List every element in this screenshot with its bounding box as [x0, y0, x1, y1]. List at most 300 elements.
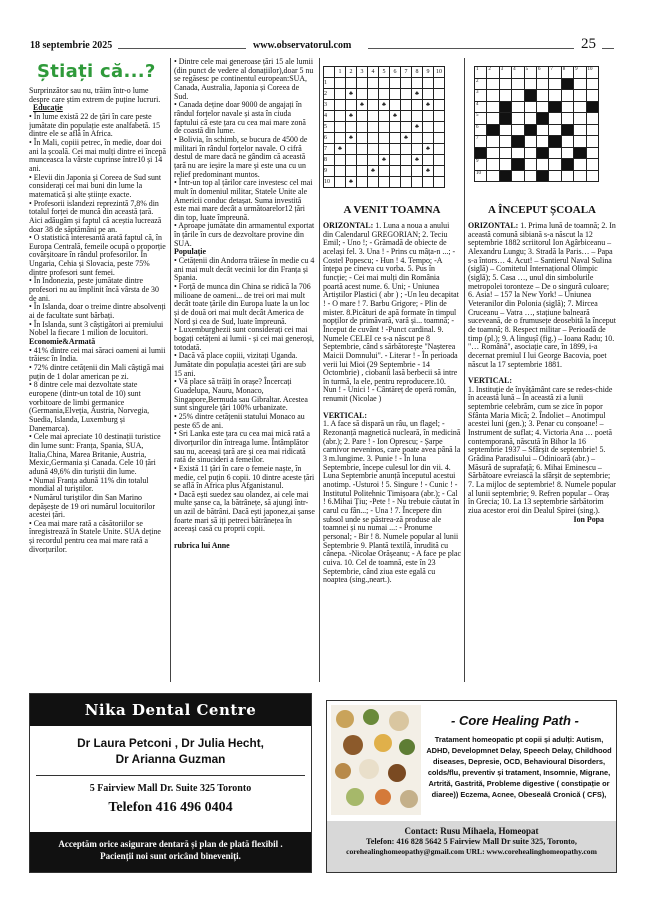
grid-cell[interactable] — [487, 78, 499, 90]
herbs-image — [331, 705, 421, 815]
crossword-grid-toamna — [323, 66, 445, 188]
grid-col-number: 3 — [357, 67, 368, 78]
grid-cell[interactable] — [536, 78, 548, 90]
fact-item: • Dintre cele mai generoase țări 15 ale lumii (din punct de vedere al donațiilor),doar 5 nu se regăsesc pe continentul european:SUA, Canada, Australia, Japonia și Coreea de Sud. — [174, 58, 314, 101]
grid-cell[interactable] — [536, 124, 548, 136]
grid-cell[interactable] — [512, 113, 524, 125]
grid-cell[interactable]: 5 — [475, 113, 487, 125]
fact-item: • Aproape jumătate din armamentul exportat în țările în curs de dezvoltare provine din SUA. — [174, 221, 315, 248]
grid-cell[interactable] — [357, 166, 368, 177]
clues-heading-vertical: VERTICAL: — [468, 376, 513, 386]
clues-orizontal: 1. Prima lună de toamnă; 2. În această comună sibiană s-a născut la 12 septembrie 1882 scriitorul Ion Agârbiceanu – Alexandru Lungu; 3. Stradă la Paris… – Papa s-a întors… 4. Acut! – Santierul Naval Sulina (siglă) – Comitetul Internațional Olimpic (siglă); 5. Casa …, unul din simbolurile metropolei toronteze – De o singură culoare; 6. Asia! – 157 la New York! – Uniunea Veteranilor din Polonia (siglă); 7. Mircea Cruceanu – Vatra …, stațiune balneară suceveană, de o frumusețe deosebită la început de toamnă; 8. Respect militar – Perioadă de timp (pl.); 9. A lingușî (fig.) – Ioana Radu; 10. "… Română", asociație care, în 1899, i-a decernat premiul I lui George Bacovia, poet născut la 17 septembrie 1881. — [468, 222, 616, 369]
fact-item: • Bolivia, în schimb, se bucura de 4500 de militari în rândul forțelor navale. O cifră destul de mare dacă ne gândim că această țară nu are ieșire la mare și este una cu un relief predominant muntos. — [174, 134, 308, 179]
grid-cell[interactable]: ♣ — [346, 133, 357, 144]
ad-dental-phone[interactable]: Telefon 416 496 0404 — [108, 800, 233, 815]
clues-heading-orizontal: ORIZONTAL: — [323, 222, 374, 230]
grid-cell[interactable] — [357, 144, 368, 155]
grid-cell[interactable] — [574, 124, 586, 136]
grid-cell[interactable] — [379, 89, 390, 100]
grid-cell[interactable] — [574, 90, 586, 102]
clues-vertical: 1. A face să dispară un râu, un flagel; -Rezonanță magnetică nucleară, în medicină (abr.); 2. Pare ! - Ion Oprescu; - Șarpe carnivor neveninos, care poate avea până la 3 m.lungime. 3. Punie ! - În luna Septembrie, începe culesul lor din vii. 4. Luna Septembrie anunță începutul acestui anotimp. -Usturoi ! 5. Singure ! - Cunic ! - Institutul Politehnic Timișoara (abr.); - Cal ! 6.Mihai Țiu; -Pete ! - Nu trebuie căutat în carul cu fân...; - Una ! 7. Începere din subsol unde se păstrea-ză produse ale toamnei și nu numai ...: - Pronume personal; - Bir ! 8. Numele popular al lunii Septembrie 9. Plantă textilă, înrudită cu cânepa. -Nicolae Orășeanu; - A face pe plac cuiva. 10. Cel de toamnă, este în 23 Septembrie, când ziua este egală cu noaptea (sing.,neart.). — [323, 419, 461, 585]
grid-col-number: 5 — [379, 67, 390, 78]
grid-cell[interactable] — [561, 170, 573, 182]
grid-cell[interactable] — [401, 166, 412, 177]
grid-cell[interactable] — [401, 144, 412, 155]
clues-heading-vertical: VERTICAL: — [323, 410, 368, 420]
grid-cell[interactable]: ♣ — [335, 144, 346, 155]
fact-item: • 8 dintre cele mai dezvoltate state europene (dintr-un total de 10) sunt vorbitoare de limbi germanice (Germania,Elveția, Austria, Norvegia, Suedia, Islanda, Luxemburg și Danemarca). — [29, 380, 150, 433]
grid-cell[interactable] — [512, 78, 524, 90]
ad-core-healing[interactable] — [326, 700, 617, 873]
grid-cell[interactable] — [412, 144, 423, 155]
grid-cell[interactable] — [390, 89, 401, 100]
grid-black-cell — [561, 159, 573, 171]
grid-cell[interactable] — [357, 89, 368, 100]
grid-cell[interactable] — [357, 122, 368, 133]
grid-cell[interactable] — [368, 155, 379, 166]
grid-row-number: 4 — [324, 111, 335, 122]
grid-cell[interactable] — [536, 159, 548, 171]
grid-cell[interactable]: 2 — [475, 78, 487, 90]
grid-cell[interactable] — [499, 90, 511, 102]
grid-cell[interactable] — [335, 177, 346, 188]
grid-cell[interactable] — [346, 122, 357, 133]
clues-vertical: 1. Instituție de învățământ care se redes-chide în această lună – În această zi a lunii septembrie celebrăm, cum se zice în popor Sfânta Maria Mică; 2. Îndoliet – Anotimpul acestei luni (gen.); 3. Penar cu conșoane! – Instrument de suflat; 4. Victoria Ana … poetă contemporană, născută în Bihor la 16 septembrie 1937 – Sfârșit de septembrie! 5. Grădina Paradisului – Odinioară (abr.) – Măsură de suprafață; 6. Mihai Eminescu – Sărbătoare evreiască la sfârșit de septembrie; 7. La mijloc de septembrie! 8. Numele popular al lunii septembrie; 9. Refren popular – Oraș în Grecia; 10. La 13 septembrie sărbătorim ziua acestor eroi din Dealul Spirei (sing.). — [468, 384, 616, 515]
grid-cell[interactable] — [574, 113, 586, 125]
grid-black-cell — [499, 170, 511, 182]
fact-item: • În Islanda, doar o treime dintre absolvenți ai de facultate sunt bărbați. — [29, 302, 166, 321]
grid-cell[interactable] — [357, 155, 368, 166]
grid-cell[interactable] — [536, 90, 548, 102]
grid-cell[interactable]: ♣ — [357, 100, 368, 111]
grid-cell[interactable] — [524, 101, 536, 113]
clues-heading-orizontal: ORIZONTAL: — [468, 222, 519, 230]
grid-cell[interactable] — [401, 122, 412, 133]
grid-cell[interactable] — [487, 113, 499, 125]
grid-cell[interactable] — [536, 136, 548, 148]
grid-cell[interactable] — [487, 90, 499, 102]
grid-cell[interactable] — [512, 170, 524, 182]
grid-black-cell — [574, 147, 586, 159]
grid-cell[interactable] — [412, 177, 423, 188]
grid-cell[interactable] — [379, 144, 390, 155]
grid-cell[interactable] — [401, 177, 412, 188]
grid-cell[interactable] — [368, 122, 379, 133]
ad-dental-doctors — [30, 736, 311, 767]
grid-cell[interactable] — [379, 111, 390, 122]
grid-cell[interactable] — [401, 111, 412, 122]
crossword-title-scoala: A ÎNCEPUT ȘCOALA — [488, 204, 596, 216]
grid-cell[interactable] — [487, 159, 499, 171]
grid-cell[interactable] — [346, 166, 357, 177]
grid-cell[interactable] — [434, 111, 445, 122]
grid-cell[interactable] — [423, 177, 434, 188]
grid-col-number: 6 — [390, 67, 401, 78]
grid-cell[interactable] — [586, 159, 598, 171]
grid-cell[interactable] — [499, 159, 511, 171]
grid-cell[interactable]: 9 — [574, 67, 586, 79]
grid-cell[interactable]: 10 — [475, 170, 487, 182]
grid-row-number: 10 — [324, 177, 335, 188]
grid-cell[interactable]: 2 — [487, 67, 499, 79]
grid-cell[interactable] — [346, 78, 357, 89]
stiati-title: Știați că...? — [37, 61, 156, 82]
grid-col-number: 4 — [368, 67, 379, 78]
grid-cell[interactable] — [368, 100, 379, 111]
crossword-title-toamna: A VENIT TOAMNA — [343, 204, 441, 216]
grid-cell[interactable] — [524, 136, 536, 148]
grid-black-cell — [499, 113, 511, 125]
grid-cell[interactable] — [434, 78, 445, 89]
grid-cell[interactable] — [512, 147, 524, 159]
grid-cell[interactable] — [412, 111, 423, 122]
grid-cell[interactable]: ♣ — [379, 100, 390, 111]
fact-item: • Dacă vă place copiii, vizitați Uganda. Jumătate din populația acestei țări are sub 15 ani. — [174, 351, 306, 378]
ad-healing-contact — [327, 821, 616, 872]
fact-item: • Cele mai apreciate 10 destinații turistice din lume sunt: Franța, Spania, SUA, Italia,China, Marea Britanie, Austria, Mexic,Germania și Canada. Cele 10 țări adună 49,6% din turiștii din lume. — [29, 432, 161, 476]
grid-cell[interactable] — [423, 155, 434, 166]
grid-cell[interactable] — [335, 89, 346, 100]
fact-item: • Profesorii islandezi reprezintă 7,8% din totalul forței de muncă din această țară. Aici adăugăm și faptul că aceștia lucrează doar 38 de săptămâni pe an. — [29, 198, 162, 234]
grid-cell[interactable] — [549, 159, 561, 171]
section-heading-economie: Economie&Armată — [29, 337, 96, 347]
grid-cell[interactable] — [335, 133, 346, 144]
grid-corner-cell — [324, 67, 335, 78]
grid-cell[interactable] — [423, 78, 434, 89]
grid-cell[interactable]: 3 — [475, 90, 487, 102]
grid-cell[interactable]: 7 — [549, 67, 561, 79]
grid-cell[interactable] — [434, 144, 445, 155]
grid-black-cell — [536, 147, 548, 159]
grid-cell[interactable] — [390, 122, 401, 133]
section-heading-educatie: Educație — [33, 103, 63, 113]
contact-line: Contact: Rusu Mihaela, Homeopat — [404, 826, 539, 836]
column-divider — [170, 58, 171, 682]
grid-cell[interactable] — [335, 111, 346, 122]
grid-col-number: 1 — [335, 67, 346, 78]
column-divider — [319, 58, 320, 682]
fact-item: • O statistică interesantă arată faptul că, în Europa Centrală, femeile ocupă o proporție covârșitoare în rândul profesorilor. În Ungaria, Cehia și Slovacia, peste 75% dintre profesori sunt femei. — [29, 233, 166, 277]
fact-item: • Numai Franța adună 11% din totalul mondial al turiștilor. — [29, 475, 149, 494]
grid-black-cell — [536, 170, 548, 182]
site-url[interactable]: www.observatorul.com — [253, 40, 352, 51]
grid-cell[interactable] — [368, 78, 379, 89]
grid-cell[interactable] — [357, 78, 368, 89]
grid-cell[interactable] — [346, 100, 357, 111]
fact-item: • Canada deține doar 9000 de angajați în rândul forțelor navale și asta în ciuda faptului că este țara cu cea mai mare zonă de coastă din lume. — [174, 100, 306, 136]
grid-cell[interactable]: ♣ — [390, 111, 401, 122]
grid-cell[interactable] — [368, 133, 379, 144]
grid-cell[interactable] — [512, 90, 524, 102]
grid-cell[interactable]: 10 — [586, 67, 598, 79]
grid-cell[interactable] — [335, 100, 346, 111]
crossword-author: Ion Popa — [573, 514, 604, 524]
grid-cell[interactable] — [487, 147, 499, 159]
grid-row-number: 9 — [324, 166, 335, 177]
grid-cell[interactable] — [574, 78, 586, 90]
grid-cell[interactable] — [512, 101, 524, 113]
page-number: 25 — [581, 36, 596, 52]
grid-cell[interactable] — [346, 155, 357, 166]
grid-cell[interactable] — [574, 159, 586, 171]
grid-cell[interactable]: 5 — [524, 67, 536, 79]
fact-item: • Forță de munca din China se ridică la 706 milioane de oameni... de trei ori mai mult decât toate țările din Europa luate la un loc și de două ori mai mult decât America de Nord și cea de Sud, luate împreună. — [174, 282, 311, 326]
grid-cell[interactable] — [346, 144, 357, 155]
doctor-line: Dr Laura Petconi , Dr Julia Hecht, — [77, 736, 264, 750]
grid-cell[interactable]: ♣ — [346, 111, 357, 122]
grid-cell[interactable] — [561, 101, 573, 113]
fact-item: • În Indonezia, peste jumătate dintre profesori nu au împlinit încă vârsta de 30 de ani. — [29, 276, 159, 303]
grid-cell[interactable] — [335, 78, 346, 89]
grid-cell[interactable] — [357, 177, 368, 188]
grid-cell[interactable] — [586, 136, 598, 148]
grid-cell[interactable] — [499, 147, 511, 159]
grid-cell[interactable] — [499, 78, 511, 90]
grid-cell[interactable] — [487, 170, 499, 182]
issue-date: 18 septembrie 2025 — [30, 40, 113, 51]
column-credit: rubrica lui Anne — [174, 541, 230, 551]
header-rule — [368, 48, 574, 49]
fact-item: • Numărul turiștilor din San Marino depășește de 19 ori numărul locuitorilor acestei țări. — [29, 492, 155, 520]
footer-line: Acceptăm orice asigurare dentară și plan de plată flexibil . — [58, 839, 283, 849]
grid-cell[interactable] — [379, 166, 390, 177]
grid-black-cell — [549, 101, 561, 113]
grid-cell[interactable] — [357, 111, 368, 122]
grid-cell[interactable] — [412, 166, 423, 177]
grid-cell[interactable] — [401, 78, 412, 89]
contact-line[interactable]: Telefon: 416 828 5642 5 Fairview Mall Dr suite 325, Toronto, — [366, 836, 577, 846]
grid-cell[interactable] — [335, 122, 346, 133]
grid-cell[interactable]: ♣ — [423, 100, 434, 111]
grid-cell[interactable] — [586, 124, 598, 136]
grid-cell[interactable]: ♣ — [412, 89, 423, 100]
grid-cell[interactable] — [434, 89, 445, 100]
grid-cell[interactable] — [499, 124, 511, 136]
fact-item: • În Islanda, sunt 3 câștigători ai premiului Nobel la fiecare 1 milion de locuitori. — [29, 319, 164, 338]
grid-cell[interactable] — [524, 170, 536, 182]
fact-item: • În Mali, copiii petrec, în medie, doar doi ani la școală. Cei mai mulți dintre ei începă munceasca la vârste cuprinse între10 și 14 ani. — [29, 137, 166, 173]
grid-cell[interactable]: ♣ — [423, 166, 434, 177]
grid-black-cell — [487, 124, 499, 136]
grid-cell[interactable] — [412, 78, 423, 89]
grid-cell[interactable]: 9 — [475, 159, 487, 171]
fact-item: • Există 11 țări în care o femeie naște, în medie, cel puțin 6 copii. 10 dintre aceste țări se află în Africa plus Afganistanul. — [174, 463, 315, 491]
grid-cell[interactable] — [561, 90, 573, 102]
grid-cell[interactable] — [549, 170, 561, 182]
grid-cell[interactable] — [512, 124, 524, 136]
grid-cell[interactable] — [390, 144, 401, 155]
section-heading-populatie: Populație — [174, 247, 207, 257]
ad-dental-address: 5 Fairview Mall Dr. Suite 325 Toronto — [89, 783, 252, 794]
grid-cell[interactable] — [423, 111, 434, 122]
grid-cell[interactable] — [390, 166, 401, 177]
grid-cell[interactable]: 4 — [475, 101, 487, 113]
grid-cell[interactable]: ♣ — [346, 89, 357, 100]
grid-cell[interactable]: 6 — [475, 124, 487, 136]
crossword-clues-scoala — [468, 222, 616, 684]
grid-cell[interactable] — [561, 113, 573, 125]
fact-item: • Sri Lanka este țara cu cea mai mică rată a divorțurilor din întreaga lume. Întâmplător sau nu, aceeași țară are și cea mai ridicată rată de sinucideri a femeilor. — [174, 429, 310, 465]
grid-cell[interactable] — [423, 133, 434, 144]
grid-row-number: 7 — [324, 144, 335, 155]
ad-healing-title: - Core Healing Path - — [451, 713, 579, 728]
grid-black-cell — [512, 159, 524, 171]
crossword-grid-scoala — [474, 66, 599, 182]
grid-cell[interactable] — [390, 100, 401, 111]
grid-cell[interactable] — [549, 147, 561, 159]
grid-cell[interactable] — [549, 78, 561, 90]
grid-cell[interactable]: ♣ — [379, 155, 390, 166]
grid-cell[interactable] — [434, 133, 445, 144]
grid-cell[interactable] — [574, 136, 586, 148]
grid-cell[interactable]: 3 — [499, 67, 511, 79]
ad-dental-title: Nika Dental Centre — [30, 694, 311, 726]
clues-orizontal: 1. Luna a noua a anului din Calendarul GREGORIAN; 2. Teciu Emil; - Uno !; - Grămadă de obiecte de același fel. 3. Una ! - Prins cu mâța-n ...; - Costel Popescu; - Hun ! 4. Tempo; -A înțepa pe cineva cu vorba. 5. Pus în funcție; - Cei mai mulți din România poartă acest nume. 6. Uni; - Uniunea Artiștilor Plastici ( abr ) ; -Un leu decapitat ! - O mare ! 7. Barbu Grigore; - Plin de mister. 8.Picături de apă formate în timpul nopților de primăvară, vară și... toamnă; - Început de cuvânt ! -Punct cardinal. 9. Numele CELEI ce s-a născut pe 8 Septembrie, când s sărbătorește "Nașterea Maicii Domnului". - Literar ! - În perioada verii lui Mioi (29 Septembrie - 14 Octombrie) , ciobanii lasă berbecii să intre în turmă, la ele, pentru reproducere.10. Nun ! - Unici ! - Cântăreț de operă român, renumit (Nicolae ) — [323, 222, 459, 404]
fact-item: • Luxemburghezii sunt considerați cei mai bogați cetățeni ai lumii - și cei mai generoși, totodată. — [174, 325, 315, 352]
fact-item: • Într-un top al țărilor care investesc cel mai mult în domeniul militar, Statele Unite ale Americii conduc detașat. Suma investită este mai mare decât a următoarelor12 țări din top, luate împreună. — [174, 178, 313, 222]
grid-col-number: 9 — [423, 67, 434, 78]
grid-cell[interactable] — [434, 155, 445, 166]
ad-nika-dental[interactable] — [29, 693, 312, 873]
grid-cell[interactable] — [368, 144, 379, 155]
footer-line: Pacienții noi sunt oricând bineveniți. — [100, 851, 241, 861]
grid-black-cell — [499, 101, 511, 113]
grid-cell[interactable] — [536, 101, 548, 113]
grid-cell[interactable] — [390, 133, 401, 144]
doctor-line: Dr Arianna Guzman — [115, 751, 226, 766]
fact-item: • Cea mai mare rată a căsătoriilor se înregistrează în Statele Unite. SUA deține și recordul pentru cea mai mare rată a divorțurilor. — [29, 518, 161, 554]
grid-cell[interactable]: ♣ — [412, 155, 423, 166]
grid-cell[interactable] — [423, 122, 434, 133]
grid-cell[interactable] — [524, 78, 536, 90]
grid-cell[interactable] — [379, 177, 390, 188]
grid-row-number: 3 — [324, 100, 335, 111]
grid-cell[interactable] — [586, 147, 598, 159]
grid-black-cell — [524, 124, 536, 136]
grid-cell[interactable] — [401, 89, 412, 100]
grid-cell[interactable] — [434, 166, 445, 177]
fact-item: • Vă place să trăiți în orașe? Încercați Guadelupa, Nauru, Monaco, Singapore,Bermuda sau Gibraltar. Acestea sunt singurele țări 100% urbanizate. — [174, 377, 308, 413]
grid-cell[interactable] — [586, 170, 598, 182]
grid-cell[interactable] — [586, 90, 598, 102]
grid-cell[interactable] — [423, 89, 434, 100]
grid-col-number: 8 — [412, 67, 423, 78]
grid-cell[interactable] — [549, 124, 561, 136]
grid-cell[interactable] — [487, 101, 499, 113]
grid-cell[interactable] — [412, 100, 423, 111]
grid-row-number: 2 — [324, 89, 335, 100]
grid-cell[interactable]: ♣ — [423, 144, 434, 155]
grid-cell[interactable]: ♣ — [412, 122, 423, 133]
grid-cell[interactable] — [401, 100, 412, 111]
grid-cell[interactable] — [561, 136, 573, 148]
grid-black-cell — [536, 113, 548, 125]
fact-item: • 72% dintre cetățenii din Mali câștigă mai puțin de 1 dolar american pe zi. — [29, 363, 164, 381]
fact-item: • Dacă ești suedez sau olandez, ai cele mai multe șanse ca, la bătrânețe, să ajungi într-un azil de bătrâni. Dacă ești japonez,ai șanse foarte mari să iți petreci bătrânețea în aceeași casă cu proprii copii. — [174, 489, 315, 534]
contact-line[interactable]: corehealinghomeopathy@gmail.com URL: www.corehealinghomeopathy.com — [346, 847, 597, 856]
grid-cell[interactable]: 4 — [512, 67, 524, 79]
grid-cell[interactable] — [390, 177, 401, 188]
grid-cell[interactable] — [379, 133, 390, 144]
grid-cell[interactable] — [335, 155, 346, 166]
fact-item: • 41% dintre cei mai săraci oameni ai lumii trăiesc în India. — [29, 345, 166, 364]
grid-black-cell — [524, 90, 536, 102]
grid-black-cell — [586, 101, 598, 113]
grid-cell[interactable] — [368, 89, 379, 100]
grid-cell[interactable] — [357, 133, 368, 144]
grid-cell[interactable] — [434, 100, 445, 111]
stiati-column-2 — [174, 58, 315, 684]
grid-black-cell — [561, 124, 573, 136]
ad-dental-footer — [30, 832, 311, 872]
grid-cell[interactable]: 8 — [561, 67, 573, 79]
grid-cell[interactable] — [586, 113, 598, 125]
grid-cell[interactable] — [524, 159, 536, 171]
ad-healing-body: Tratament homeopatic pt copii și adulți: Autism, ADHD, Developmnet Delay, Speech Delay, Childhood diseases, Depresie, OCD, Behavioural Disorders, colds/flu, preventiv și tratament, Insomnie, Migrane, Artrită, Gastrită, Probleme digestive ( constipație or diaree)) Eczema, Acnee, Obeseală Cronică ( CFS), — [426, 735, 612, 799]
grid-row-number: 8 — [324, 155, 335, 166]
grid-col-number: 7 — [401, 67, 412, 78]
grid-cell[interactable] — [434, 177, 445, 188]
ad-divider — [36, 775, 305, 776]
grid-col-number: 10 — [434, 67, 445, 78]
header-rule — [118, 48, 246, 49]
grid-cell[interactable]: ♣ — [346, 177, 357, 188]
grid-cell[interactable]: ♣ — [368, 166, 379, 177]
grid-cell[interactable] — [549, 113, 561, 125]
grid-cell[interactable] — [524, 113, 536, 125]
crossword-clues-toamna — [323, 222, 461, 682]
grid-cell[interactable] — [335, 166, 346, 177]
fact-item: • 25% dintre cetățenii statului Monaco au peste 65 de ani. — [174, 411, 305, 430]
stiati-column-1 — [29, 87, 166, 685]
fact-item: • Elevii din Japonia și Coreea de Sud sunt considerați cei mai buni din lume la matematică și alte științe exacte. — [29, 172, 162, 199]
grid-black-cell — [561, 78, 573, 90]
grid-cell[interactable] — [574, 101, 586, 113]
fact-item: • În lume există 22 de țări în care peste jumătate din populație este analfabetă. 15 dintre ele se află în Africa. — [29, 111, 161, 139]
grid-black-cell — [512, 136, 524, 148]
grid-cell[interactable] — [390, 78, 401, 89]
grid-cell[interactable] — [499, 136, 511, 148]
column-divider — [464, 58, 465, 682]
grid-cell[interactable] — [390, 155, 401, 166]
grid-cell[interactable] — [368, 111, 379, 122]
grid-cell[interactable] — [561, 147, 573, 159]
grid-cell[interactable] — [549, 90, 561, 102]
grid-cell[interactable] — [574, 170, 586, 182]
header-rule — [602, 48, 614, 49]
grid-cell[interactable]: 7 — [475, 136, 487, 148]
grid-cell[interactable] — [412, 133, 423, 144]
grid-black-cell: 8 — [475, 147, 487, 159]
grid-col-number: 2 — [346, 67, 357, 78]
grid-cell[interactable] — [379, 122, 390, 133]
grid-row-number: 6 — [324, 133, 335, 144]
grid-cell[interactable]: 1 — [475, 67, 487, 79]
grid-cell[interactable]: ♣ — [401, 133, 412, 144]
grid-row-number: 1 — [324, 78, 335, 89]
grid-cell[interactable] — [586, 78, 598, 90]
grid-cell[interactable] — [524, 147, 536, 159]
grid-cell[interactable] — [368, 177, 379, 188]
grid-cell[interactable]: 6 — [536, 67, 548, 79]
grid-cell[interactable] — [434, 122, 445, 133]
stiati-intro: Surprinzător sau nu, trăim într-o lume despre care știm extrem de puține lucruri. — [29, 87, 161, 104]
grid-cell[interactable] — [401, 155, 412, 166]
grid-black-cell — [549, 136, 561, 148]
grid-cell[interactable] — [487, 136, 499, 148]
grid-row-number: 5 — [324, 122, 335, 133]
grid-cell[interactable] — [379, 78, 390, 89]
